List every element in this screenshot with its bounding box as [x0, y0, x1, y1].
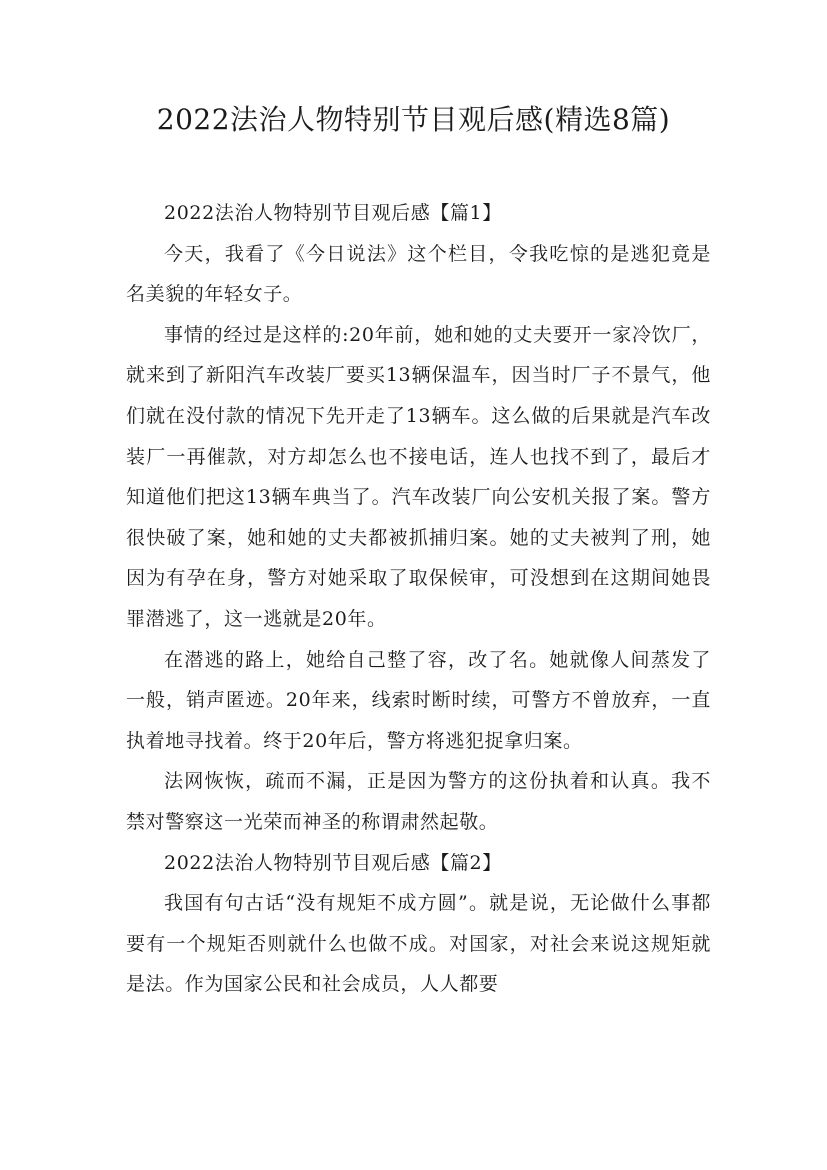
paragraph: 事情的经过是这样的:20年前，她和她的丈夫要开一家冷饮厂，就来到了新阳汽车改装厂要买13辆保温车，因当时厂子不景气，他们就在没付款的情况下先开走了13辆车。这么做的后果就是汽车改装厂一再催款，对方却怎么也不接电话，连人也找不到了，最后才知道他们把这13辆车典当了。汽车改装厂向公安机关报了案。警方很快破了案，她和她的丈夫都被抓捕归案。她的丈夫被判了刑，她因为有孕在身，警方对她采取了取保候审，可没想到在这期间她畏罪潜逃了，这一逃就是20年。 — [126, 323, 711, 630]
paragraph: 今天，我看了《今日说法》这个栏目，令我吃惊的是逃犯竟是名美貌的年轻女子。 — [126, 242, 711, 306]
section-heading: 2022法治人物特别节目观后感【篇1】 — [164, 202, 502, 224]
document-body — [126, 193, 711, 1005]
paragraph: 法网恢恢，疏而不漏，正是因为警方的这份执着和认真。我不禁对警察这一光荣而神圣的称谓肃然起敬。 — [126, 770, 711, 833]
section-heading: 2022法治人物特别节目观后感【篇2】 — [164, 851, 502, 874]
paragraph: 在潜逃的路上，她给自己整了容，改了名。她就像人间蒸发了一般，销声匿迹。20年来，线索时断时续，可警方不曾放弃，一直执着地寻找着。终于20年后，警方将逃犯捉拿归案。 — [126, 648, 711, 752]
document-title: 2022法治人物特别节目观后感(精选8篇) — [156, 103, 671, 136]
paragraph: 我国有句古话“没有规矩不成方圆”。就是说，无论做什么事都要有一个规矩否则就什么也做不成。对国家，对社会来说这规矩就是法。作为国家公民和社会成员，人人都要 — [126, 892, 711, 996]
